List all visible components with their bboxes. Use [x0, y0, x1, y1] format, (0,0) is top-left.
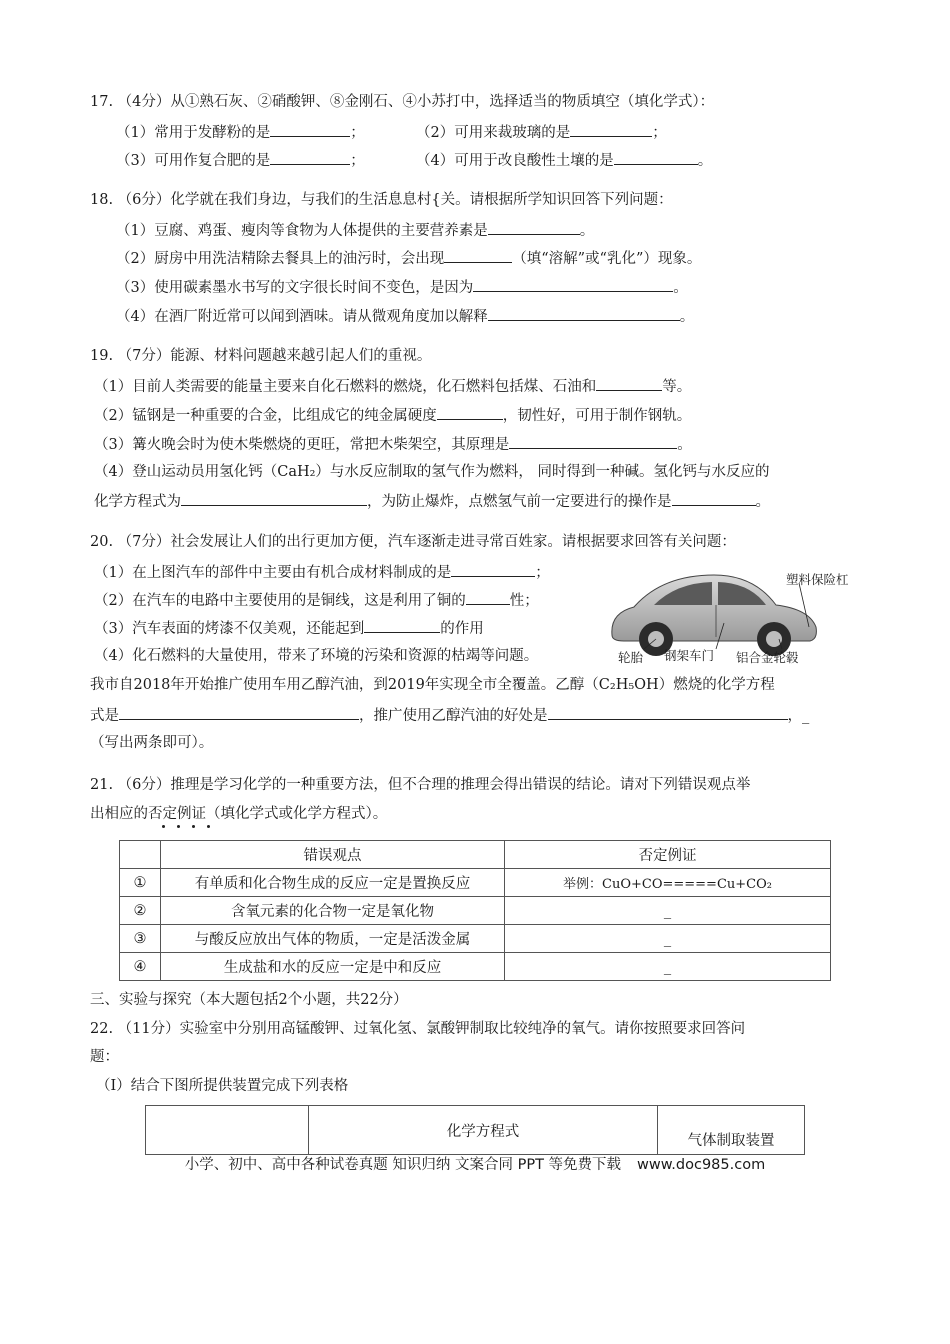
q17-semi3: ； — [350, 153, 365, 169]
q20-line5: 我市自2018年开始推广使用车用乙醇汽油，到2019年实现全市全覆盖。乙醇（C₂H₅OH）燃烧的化学方程 — [90, 677, 775, 693]
q19-blank4[interactable] — [181, 490, 367, 506]
q18-title: 18. （6分）化学就在我们身边，与我们的生活息息村{关。请根据所学知识回答下列问题： — [90, 192, 673, 208]
row-index: ③ — [120, 925, 161, 953]
q17-s2: （2）可用来裁玻璃的是 — [416, 125, 571, 141]
footer — [0, 1153, 950, 1174]
q17-line1 — [116, 121, 365, 143]
row-index: ① — [120, 869, 161, 897]
q20-s2b: 性； — [509, 593, 539, 609]
q18-line1 — [116, 219, 594, 241]
q18-blank2[interactable] — [444, 247, 512, 263]
q17-title: 17. （4分）从①熟石灰、②硝酸钾、⑧金刚石、④小苏打中，选择适当的物质填空（填化学式）： — [90, 94, 715, 110]
q20-s1: （1）在上图汽车的部件中主要由有机合成材料制成的是 — [94, 565, 452, 581]
car-label-bumper: 塑料保险杠 — [786, 572, 849, 587]
q22-title1: 22. （11分）实验室中分别用高锰酸钾、过氧化氢、氯酸钾制取比较纯净的氧气。请你按照要求回答问 — [90, 1021, 746, 1037]
q17-semi1: ； — [350, 125, 365, 141]
q21-header-row — [120, 841, 831, 869]
q19-s3: （3）篝火晚会时为使木柴燃烧的更旺，常把木柴架空，其原理是 — [94, 437, 510, 453]
q20-blank3[interactable] — [364, 617, 440, 633]
q20-line7: （写出两条即可）。 — [90, 735, 214, 751]
q17-line3 — [116, 149, 365, 171]
footer-url[interactable]: www.doc985.com — [637, 1157, 766, 1173]
table-row — [120, 869, 831, 897]
q18-s3: （3）使用碳素墨水书写的文字很长时间不变色，是因为 — [116, 280, 474, 296]
q21-table — [119, 840, 831, 981]
q19-blank3[interactable] — [509, 433, 677, 449]
q21-header-0 — [120, 841, 161, 869]
q20-s3a: （3）汽车表面的烤漆不仅美观，还能起到 — [94, 621, 365, 637]
q20-s3b: 的作用 — [440, 621, 484, 637]
q20-s2a: （2）在汽车的电路中主要使用的是铜线，这是利用了铜的 — [94, 593, 466, 609]
q19-end5: 。 — [755, 494, 770, 510]
row-index: ② — [120, 897, 161, 925]
q20-s6c: ，_ — [787, 708, 810, 724]
q18-end3: 。 — [673, 280, 688, 296]
q18-s4: （4）在酒厂附近常可以闻到酒味。请从微观角度加以解释 — [116, 309, 488, 325]
q20-title: 20. （7分）社会发展让人们的出行更加方便，汽车逐渐走进寻常百姓家。请根据要求回答有关问题： — [90, 534, 736, 550]
q20-semi1: ； — [535, 565, 550, 581]
q18-blank4[interactable] — [488, 305, 680, 321]
q19-blank5[interactable] — [672, 490, 756, 506]
q19-s1b: 等。 — [662, 379, 692, 395]
q20-s6b: ，推广使用乙醇汽油的好处是 — [359, 708, 548, 724]
q17-s1: （1）常用于发酵粉的是 — [116, 125, 271, 141]
q17-blank2[interactable] — [570, 121, 652, 137]
q19-s1a: （1）目前人类需要的能量主要来自化石燃料的燃烧，化石燃料包括煤、石油和 — [94, 379, 597, 395]
q20-line1 — [94, 561, 550, 583]
q17-blank1[interactable] — [270, 121, 350, 137]
q21-title1: 21. （6分）推理是学习化学的一种重要方法，但不合理的推理会得出错误的结论。请对下列错误观点举 — [90, 777, 751, 793]
footer-text: 小学、初中、高中各种试卷真题 知识归纳 文案合同 PPT 等免费下载 — [184, 1157, 622, 1173]
q19-end3: 。 — [677, 437, 692, 453]
q21-header-2: 否定例证 — [505, 841, 831, 869]
q19-blank1[interactable] — [596, 375, 662, 391]
row-viewpoint: 含氧元素的化合物一定是氧化物 — [161, 897, 505, 925]
car-label-door: 钢架车门 — [664, 648, 715, 663]
q19-s2b: ，韧性好，可用于制作钢轨。 — [502, 408, 692, 424]
q17-blank4[interactable] — [614, 149, 698, 165]
q21-title2: 出相应的否定例证（填化学式或化学方程式）。 — [90, 806, 388, 822]
q17-line4 — [416, 149, 712, 171]
row-viewpoint: 有单质和化合物生成的反应一定是置换反应 — [161, 869, 505, 897]
q17-s4: （4）可用于改良酸性土壤的是 — [416, 153, 614, 169]
q19-line1 — [94, 375, 691, 397]
car-label-tire: 轮胎 — [618, 650, 644, 665]
car-label-wheel: 铝合金轮毂 — [736, 650, 799, 665]
row-viewpoint: 生成盐和水的反应一定是中和反应 — [161, 953, 505, 981]
q18-end1: 。 — [579, 223, 595, 239]
q22-header-1: 化学方程式 — [309, 1106, 658, 1155]
q19-s2a: （2）锰钢是一种重要的合金，比组成它的纯金属硬度 — [94, 408, 437, 424]
q18-s2a: （2）厨房中用洗洁精除去餐具上的油污时，会出现 — [116, 251, 445, 267]
q19-line2 — [94, 404, 691, 426]
q22-table — [145, 1105, 805, 1155]
q18-line2 — [116, 247, 701, 269]
q22-header-0 — [146, 1106, 309, 1155]
q22-title2: 题： — [90, 1049, 119, 1065]
q19-line4: （4）登山运动员用氢化钙（CaH₂）与水反应制取的氢气作为燃料， 同时得到一种碱。氢化钙与水反应的 — [94, 464, 770, 480]
row-viewpoint: 与酸反应放出气体的物质，一定是活泼金属 — [161, 925, 505, 953]
table-row — [120, 897, 831, 925]
q18-blank1[interactable] — [488, 219, 580, 235]
q20-line6 — [90, 704, 809, 726]
q20-blank1[interactable] — [451, 561, 535, 577]
q22-header-2: 气体制取装置 — [658, 1106, 805, 1155]
q18-blank3[interactable] — [473, 276, 673, 292]
q20-line3 — [94, 617, 484, 639]
q19-s4b: 化学方程式为 — [94, 494, 181, 510]
q18-line4 — [116, 305, 694, 327]
q17-line2 — [416, 121, 667, 143]
q19-line3 — [94, 433, 692, 455]
q22-header-row — [146, 1106, 805, 1155]
q18-s2b: （填“溶解”或“乳化”）现象。 — [512, 251, 702, 267]
q19-s4c: ，为防止爆炸，点燃氢气前一定要进行的操作是 — [367, 494, 672, 510]
q20-blank2[interactable] — [466, 589, 510, 605]
q19-blank2[interactable] — [437, 404, 503, 420]
q20-s6a: 式是 — [90, 708, 119, 724]
q17-end: 。 — [697, 153, 713, 169]
q20-line4: （4）化石燃料的大量使用，带来了环境的污染和资源的枯竭等问题。 — [94, 648, 539, 664]
row-example: 举例：CuO+CO=====Cu+CO₂ — [505, 869, 831, 897]
q18-line3 — [116, 276, 688, 298]
q18-end4: 。 — [679, 309, 695, 325]
q22-s1: （Ⅰ）结合下图所提供装置完成下列表格 — [96, 1078, 349, 1094]
row-example[interactable]: _ — [505, 953, 831, 981]
q20-blank5[interactable] — [548, 704, 788, 720]
table-row — [120, 953, 831, 981]
row-example[interactable]: _ — [505, 925, 831, 953]
q21-header-1: 错误观点 — [161, 841, 505, 869]
table-row — [120, 925, 831, 953]
row-example[interactable]: _ — [505, 897, 831, 925]
q19-title: 19. （7分）能源、材料问题越来越引起人们的重视。 — [90, 348, 432, 364]
q18-s1: （1）豆腐、鸡蛋、瘦肉等食物为人体提供的主要营养素是 — [116, 223, 488, 239]
q20-blank4[interactable] — [119, 704, 359, 720]
q17-semi2: ； — [652, 125, 667, 141]
q17-blank3[interactable] — [270, 149, 350, 165]
q19-line5 — [94, 490, 770, 512]
section3-title: 三、实验与探究（本大题包括2个小题，共22分） — [90, 992, 408, 1008]
q20-line2 — [94, 589, 539, 611]
q17-s3: （3）可用作复合肥的是 — [116, 153, 271, 169]
row-index: ④ — [120, 953, 161, 981]
